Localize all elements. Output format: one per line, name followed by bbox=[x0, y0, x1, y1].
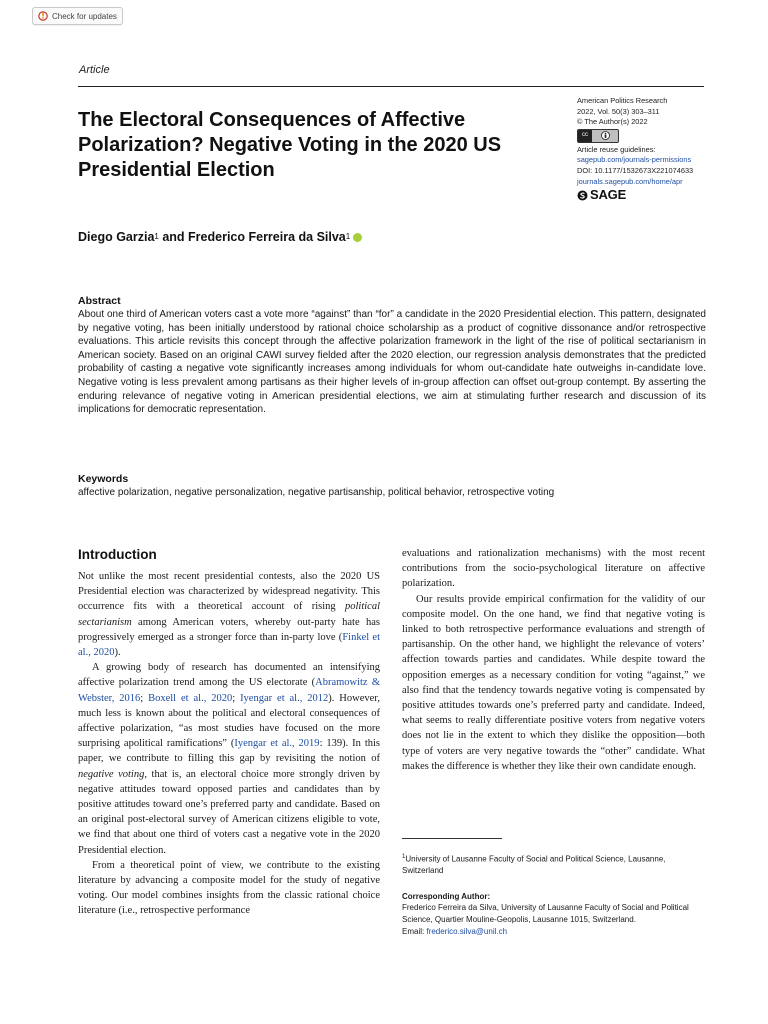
citation-link[interactable]: Abramowitz & Webster, 2016 bbox=[78, 677, 381, 704]
publisher-name: SAGE bbox=[590, 187, 627, 203]
keywords-section bbox=[78, 472, 706, 500]
citation-link[interactable]: Finkel et al., 2020 bbox=[78, 631, 381, 659]
author-line bbox=[78, 230, 362, 244]
check-updates-label: Check for updates bbox=[52, 11, 117, 21]
citation-link[interactable]: Iyengar et al., 2019 bbox=[234, 738, 320, 750]
paper-title: The Electoral Consequences of Affective Polarization? Negative Voting in the 2020 US Presidential Election bbox=[78, 109, 502, 181]
cc-icon: cc bbox=[578, 130, 592, 142]
introduction-heading: Introduction bbox=[78, 547, 157, 562]
author-affiliation-marker: 1 bbox=[154, 231, 159, 241]
body-left-column bbox=[78, 546, 380, 919]
affiliation-note: $^1$University of Lausanne Faculty of Social and Political Science, Lausanne, Switzerland bbox=[402, 854, 666, 876]
keywords-heading: Keywords bbox=[78, 473, 129, 485]
orcid-icon[interactable] bbox=[353, 233, 362, 242]
footnote-rule bbox=[402, 838, 502, 839]
corresponding-author-text: Frederico Ferreira da Silva, University of Lausanne Faculty of Social and Political Science, Quartier Mouline-Geopolis, Lausanne 1015, Switzerland. bbox=[402, 903, 689, 925]
attribution-icon bbox=[592, 131, 618, 140]
citation-link[interactable]: Iyengar et al., 2012 bbox=[240, 692, 329, 704]
corresponding-author-heading: Corresponding Author: bbox=[402, 891, 491, 901]
paragraph: From a theoretical point of view, we contribute to the existing literature by advancing a composite model for the study of negative voting. Our model combines insights from the classic rational choice literature (i.e., retrospective performance bbox=[78, 859, 380, 917]
cc-license-badge[interactable] bbox=[577, 129, 619, 143]
journal-meta bbox=[577, 96, 727, 201]
email-link[interactable]: frederico.silva@unil.ch bbox=[426, 926, 508, 936]
author-name[interactable]: Frederico Ferreira da Silva bbox=[188, 230, 346, 244]
keywords-text: affective polarization, negative personalization, negative partisanship, political behavior, retrospective voting bbox=[78, 487, 555, 498]
paragraph: A growing body of research has documented an intensifying affective polarization trend among the US electorate (Abramowitz & Webster, 2016; Boxell et al., 2020; Iyengar et al., 2012). However, much less is known about the political and electoral consequences of affective polarization, “as most studies have focused on the more surprising apolitical ramifications” (Iyengar et al., 2019: 139). In this paper, we contribute to filling this gap by revisiting the notion of negative voting, that is, an electoral choice more strongly driven by negative attitudes toward opposed parties and candidates than by positive attitudes toward one’s preferred party and candidate. Based on an original post-electoral survey of American citizens eligible to vote, we find that about one third of voters cast a negative vote in the 2020 Presidential election. bbox=[78, 662, 381, 856]
email-line: Email: frederico.silva@unil.ch bbox=[402, 926, 508, 936]
author-name[interactable]: Diego Garzia bbox=[78, 230, 155, 244]
journal-home-link[interactable]: journals.sagepub.com/home/apr bbox=[577, 176, 683, 186]
doi: DOI: 10.1177/1532673X221074633 bbox=[577, 165, 694, 175]
journal-name: American Politics Research bbox=[577, 96, 668, 105]
footnotes bbox=[402, 852, 705, 937]
author-connector: and bbox=[158, 230, 189, 244]
sage-s-icon bbox=[577, 190, 588, 201]
sage-logo bbox=[577, 187, 727, 203]
abstract-heading: Abstract bbox=[78, 295, 121, 307]
check-updates-icon bbox=[38, 11, 48, 21]
paragraph: evaluations and rationalization mechanisms) with the most recent contributions from the socio-psychological literature on affective polarization. bbox=[402, 548, 705, 590]
permissions-link[interactable]: sagepub.com/journals-permissions bbox=[577, 155, 692, 165]
paragraph: Not unlike the most recent presidential contests, also the 2020 US Presidential election was characterized by widespread negativity. This occurrence fits with a theoretical account of rising political sectarianism among American voters, whereby out-party hate has progressively emerged as a stronger force than in-party love (Finkel et al., 2020). bbox=[78, 571, 381, 659]
paragraph: Our results provide empirical confirmation for the validity of our composite model. On the one hand, we find that negative voting is linked to both retrospective performance evaluations and strength of partisanship. On the other hand, we highlight the relevance of voters’ affection towards parties and candidates. While despite toward the opposition emerges as a necessary condition for voting “against,” we also find that the tendency towards negative voting is compensated by positive attitudes towards one’s preferred party and candidate. Indeed, what seems to really differentiate positive voters from negative voters does not lie in the extent to which they dislike the opposition—both type of voters are very negative towards the “other” candidate. What makes the difference is whether they like their own candidate enough. bbox=[402, 593, 705, 772]
body-right-column bbox=[402, 546, 705, 774]
citation-link[interactable]: Boxell et al., 2020 bbox=[148, 692, 233, 704]
reuse-guidelines-label: Article reuse guidelines: bbox=[577, 144, 656, 154]
article-type-label: Article bbox=[79, 64, 110, 76]
abstract-section bbox=[78, 294, 706, 417]
header-rule bbox=[78, 86, 704, 87]
author-affiliation-marker: 1 bbox=[345, 231, 351, 241]
abstract-text: About one third of American voters cast a vote more “against” than “for” a candidate in the 2020 Presidential election. This pattern, designated by negative voting, has been initially understood by rational choice scholarship as a product of cognitive dissonance and/or retrospective evaluations. This article revisits this concept through the affective polarization framework in the light of the rise of political sectarianism in American society. Based on an original CAWI survey fielded after the 2020 election, our regression analysis demonstrates that the predicted probability of casting a negative vote significantly increases among individuals for whom out-candidate hate outweighs in-candidate love. Negative voting is less prevalent among partisans as their higher levels of in-group affection can offset out-group contempt. By asserting the enduring relevance of negative voting in American presidential elections, we aim at stimulating further research and discussion of its implications for democratic representation. bbox=[78, 309, 706, 416]
copyright-notice: © The Author(s) 2022 bbox=[577, 117, 648, 127]
check-for-updates-button[interactable] bbox=[32, 7, 123, 25]
journal-volume: 2022, Vol. 50(3) 303–311 bbox=[577, 106, 660, 116]
